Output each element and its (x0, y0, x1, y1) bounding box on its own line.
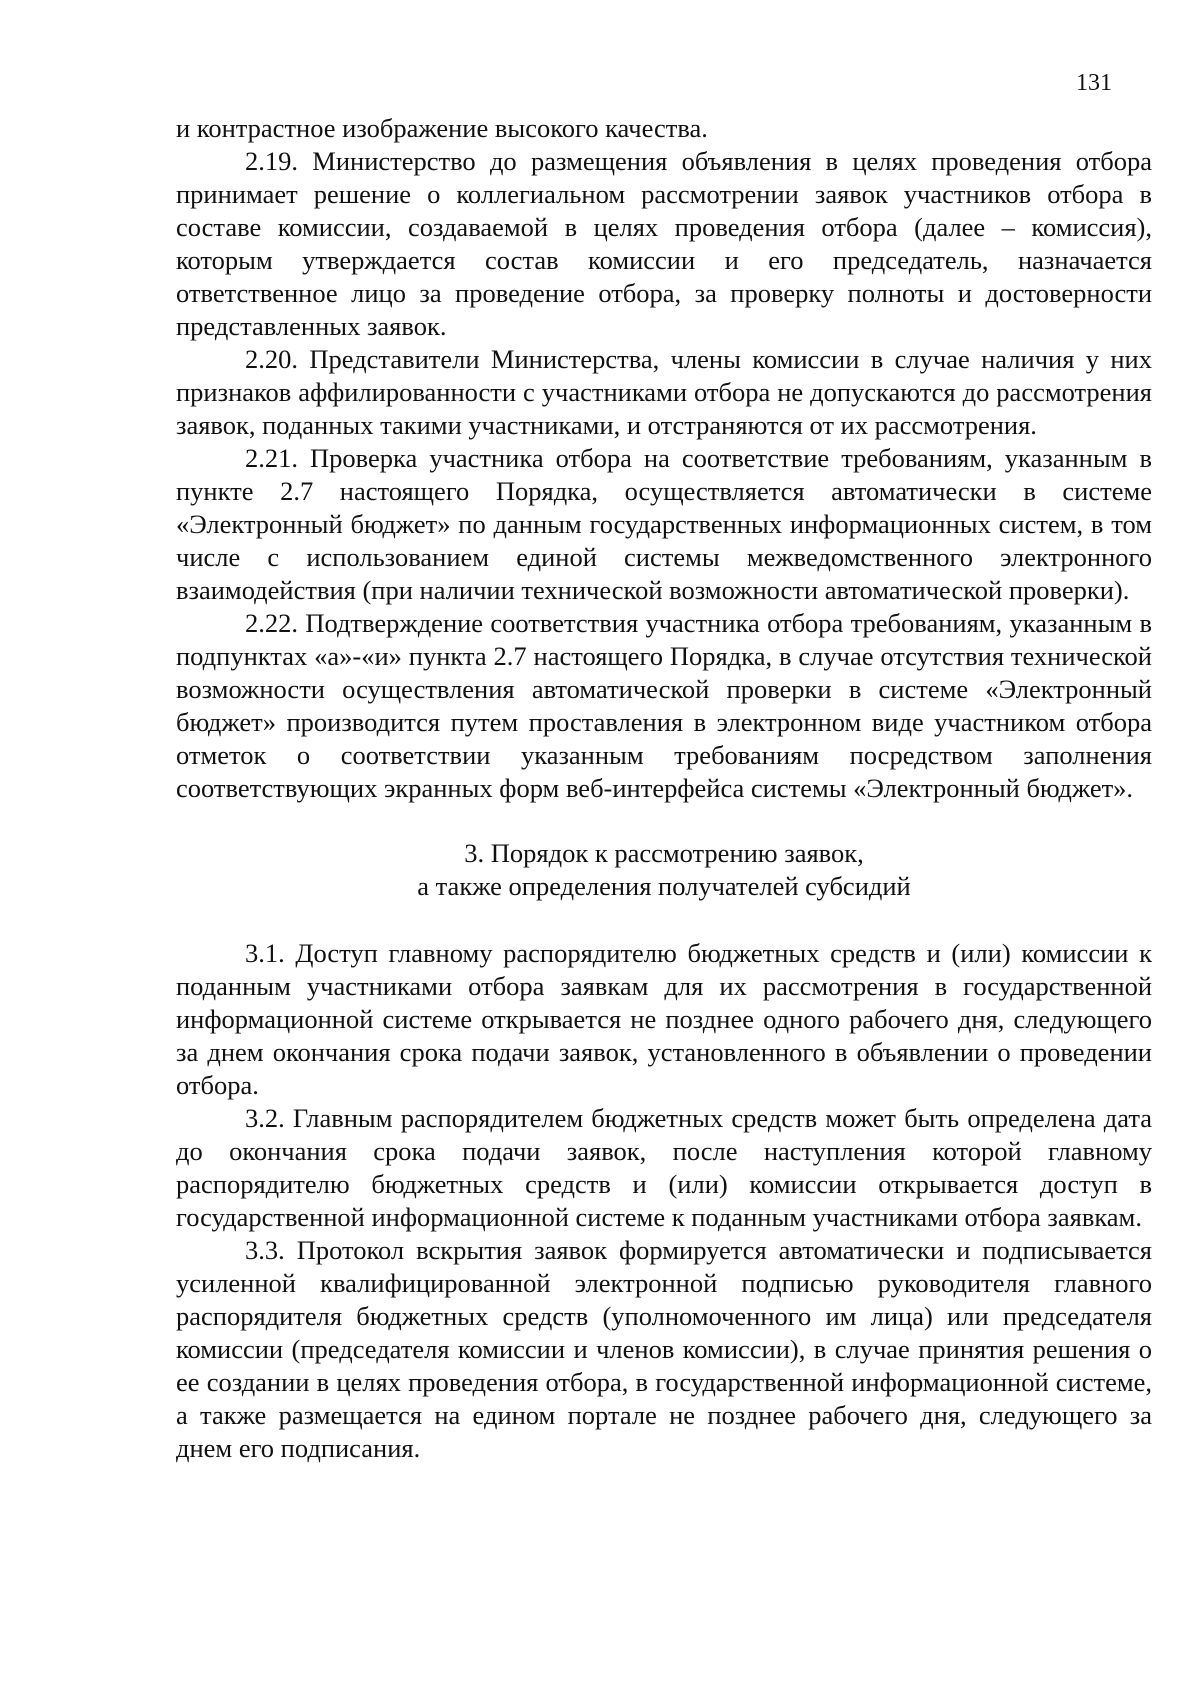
page-number: 131 (1076, 70, 1112, 96)
section-heading-line-2: а также определения получателей субсидий (417, 871, 911, 901)
paragraph-2-19: 2.19. Министерство до размещения объявления в целях проведения отбора принимает решение о коллегиальном рассмотрении заявок участников отбора в составе комиссии, создаваемой в целях проведения отбора (далее – комиссия), которым утверждается состав комиссии и его председатель, назначается ответственное лицо за проведение отбора, за проверку полноты и достоверности представленных заявок. (176, 146, 1152, 341)
paragraph-3-3: 3.3. Протокол вскрытия заявок формируется автоматически и подписывается усиленной квалифицированной электронной подписью руководителя главного распорядителя бюджетных средств (уполномоченного им лица) или председателя комиссии (председателя комиссии и членов комиссии), в случае принятия решения о ее создании в целях проведения отбора, в государственной информационной системе, а также размещается на едином портале не позднее рабочего дня, следующего за днем его подписания. (176, 1235, 1152, 1463)
paragraph-continuation: и контрастное изображение высокого качества. (176, 113, 708, 143)
paragraph-2-20: 2.20. Представители Министерства, члены комиссии в случае наличия у них признаков аффилированности с участниками отбора не допускаются до рассмотрения заявок, поданных такими участниками, и отстраняются от их рассмотрения. (176, 344, 1152, 440)
paragraph-2-21: 2.21. Проверка участника отбора на соответствие требованиям, указанным в пункте 2.7 настоящего Порядка, осуществляется автоматически в системе «Электронный бюджет» по данным государственных информационных систем, в том числе с использованием единой системы межведомственного электронного взаимодействия (при наличии технической возможности автоматической проверки). (176, 443, 1152, 605)
paragraph-3-1: 3.1. Доступ главному распорядителю бюджетных средств и (или) комиссии к поданным участниками отбора заявкам для их рассмотрения в государственной информационной системе открывается не позднее одного рабочего дня, следующего за днем окончания срока подачи заявок, установленного в объявлении о проведении отбора. (176, 938, 1152, 1100)
document-body (176, 112, 1152, 1465)
paragraph-2-22: 2.22. Подтверждение соответствия участника отбора требованиям, указанным в подпунктах «а»-«и» пункта 2.7 настоящего Порядка, в случае отсутствия технической возможности осуществления автоматической проверки в системе «Электронный бюджет» производится путем проставления в электронном виде участником отбора отметок о соответствии указанным требованиям посредством заполнения соответствующих экранных форм веб-интерфейса системы «Электронный бюджет». (176, 608, 1152, 803)
section-heading-line-1: 3. Порядок к рассмотрению заявок, (464, 838, 864, 868)
section-heading (176, 837, 1152, 903)
paragraph-3-2: 3.2. Главным распорядителем бюджетных средств может быть определена дата до окончания срока подачи заявок, после наступления которой главному распорядителю бюджетных средств и (или) комиссии открывается доступ в государственной информационной системе к поданным участниками отбора заявкам. (176, 1103, 1152, 1232)
